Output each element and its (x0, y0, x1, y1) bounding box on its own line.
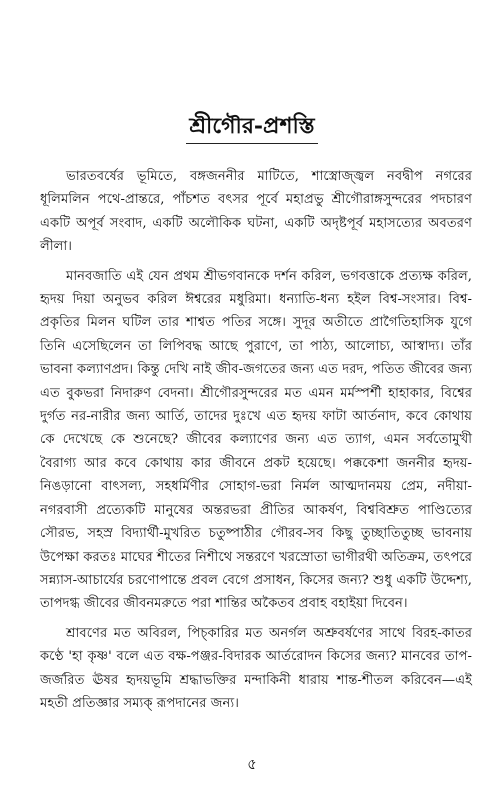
paragraph-1: ভারতবর্ষের ভূমিতে, বঙ্গজননীর মাটিতে, শাস্ত্রোজ্জ্বল নবদ্বীপ নগরের ধূলিমলিন পথে-প্রান্তরে, পাঁচশত বৎসর পূর্বে মহাপ্রভু শ্রীগৌরাঙ্গসুন্দরের পদচারণ একটি অপূর্ব সংবাদ, একটি অলৌকিক ঘটনা, একটি অদৃষ্টপূর্ব মহাসত্যের অবতরণ লীলা। (40, 169, 472, 255)
chapter-title: শ্রীগৌর-প্রশস্তি (189, 113, 315, 139)
paragraph-3: শ্রাবণের মত অবিরল, পিচ্‌কারির মত অনর্গল অশ্রুবর্ষণের সাথে বিরহ-কাতর কণ্ঠে 'হা কৃষ্ণ' বলে এত বক্ষ-পঞ্জর-বিদারক আর্তরোদন কিসের জন্য? মানবের তাপ-জর্জরিত ঊষর হৃদয়ভূমি শ্রদ্ধাভক্তির মন্দাকিনী ধারায় শান্ত-শীতল করিবেন—এই মহতী প্রতিজ্ঞার সম্যক্ রূপদানের জন্য। (40, 625, 472, 711)
page-number: ৫ (247, 755, 257, 773)
title-underline (186, 143, 318, 144)
paragraph-2: মানবজাতি এই যেন প্রথম শ্রীভগবানকে দর্শন করিল, ভগবত্তাকে প্রত্যক্ষ করিল, হৃদয় দিয়া অনুভব করিল ঈশ্বরের মধুরিমা। ধন্যাতি-ধন্য হইল বিশ্ব-সংসার। বিশ্ব-প্রকৃতির মিলন ঘটিল তার শাশ্বত পতির সঙ্গে। সুদূর অতীতে প্রাগৈতিহাসিক যুগে তিনি এসেছিলেন তা লিপিবদ্ধ আছে পুরাণে, তা পাঠ্য, আলোচ্য, আস্বাদ্য। তাঁর ভাবনা কল্যাণপ্রদ। কিন্তু দেখি নাই জীব-জগতের জন্য এত দরদ, পতিত জীবের জন্য এত বুকভরা নিদারুণ বেদনা। শ্রীগৌরসুন্দরের মত এমন মর্মস্পর্শী হাহাকার, বিশ্বের দুর্গত নর-নারীর জন্য আর্তি, তাদের দুঃখে এত হৃদয় ফাটা আর্তনাদ, কবে কোথায় কে দেখেছে কে শুনেছে? জীবের কল্যাণের জন্য এত ত্যাগ, এমন সর্বতোমুখী বৈরাগ্য আর কবে কোথায় কার জীবনে প্রকট হয়েছে। পক্ককেশা জননীর হৃদয়-নিঙড়ানো বাৎসল্য, সহধর্মিণীর সোহাগ-ভরা নির্মল আত্মদানময় প্রেম, নদীয়া-নগরবাসী প্রত্যেকটি মানুষের অন্তরভরা প্রীতির আকর্ষণ, বিশ্ববিশ্রুত পাণ্ডিত্যের সৌরভ, সহস্র বিদ্যার্থী-মুখরিত চতুষ্পাঠীর গৌরব-সব কিছু তুচ্ছাতিতুচ্ছ ভাবনায় উপেক্ষা করতঃ মাঘের শীতের নিশীথে সন্তরণে খরস্রোতা ভাগীরথী অতিক্রম, তৎপরে সন্ন্যাস-আচার্যের চরণোপান্তে প্রবল বেগে প্রসাধন, কিসের জন্য? শুধু একটি উদ্দেশ্য, তাপদগ্ধ জীবের জীবনমরুতে পরা শান্তির অকৈতব প্রবাহ বহাইয়া দিবেন। (40, 268, 472, 612)
body-text (40, 165, 472, 721)
